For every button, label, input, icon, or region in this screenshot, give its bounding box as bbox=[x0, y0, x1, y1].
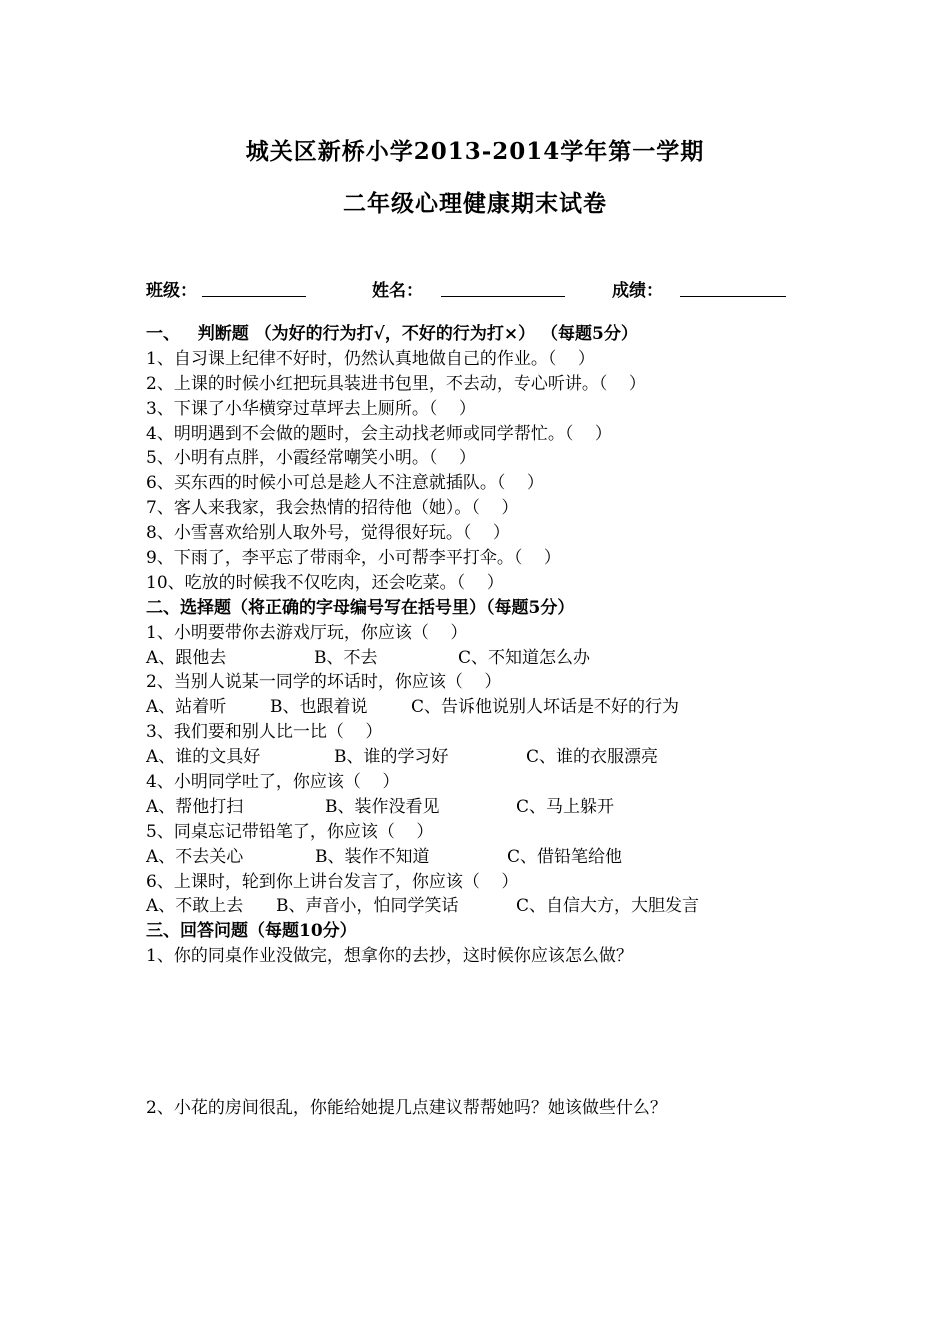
judge-item: 7、客人来我家，我会热情的招待他（她）。（ ） bbox=[146, 498, 519, 519]
name-label: 姓名： bbox=[372, 281, 423, 301]
judge-item: 5、小明有点胖，小霞经常嘲笑小明。（ ） bbox=[146, 448, 476, 469]
answer-question: 1、你的同桌作业没做完，想拿你的去抄，这时候你应该怎么做？ bbox=[146, 946, 633, 967]
section1-heading: 一、 判断题 （为好的行为打√，不好的行为打×） （每题5分） bbox=[146, 324, 638, 344]
student-info-row bbox=[146, 276, 806, 302]
judge-item: 1、自习课上纪律不好时，仍然认真地做自己的作业。（ ） bbox=[146, 348, 595, 369]
choice-options bbox=[146, 795, 866, 820]
option-c: C、借铅笔给他 bbox=[507, 846, 623, 867]
judge-item: 3、下课了小华横穿过草坪去上厕所。（ ） bbox=[146, 398, 476, 419]
judge-item: 4、明明遇到不会做的题时，会主动找老师或同学帮忙。（ ） bbox=[146, 423, 612, 444]
option-a: A、谁的文具好 bbox=[146, 747, 261, 768]
judge-item: 10、吃放的时候我不仅吃肉，还会吃菜。（ ） bbox=[146, 572, 504, 593]
answer-question: 2、小花的房间很乱，你能给她提几点建议帮帮她吗？她该做些什么？ bbox=[146, 1098, 667, 1119]
judge-item: 6、买东西的时候小可总是趁人不注意就插队。（ ） bbox=[146, 473, 544, 494]
choice-question: 5、同桌忘记带铅笔了，你应该（ ） bbox=[146, 821, 434, 842]
choice-options bbox=[146, 745, 866, 770]
option-a: A、不去关心 bbox=[146, 846, 244, 867]
option-c: C、告诉他说别人坏话是不好的行为 bbox=[411, 697, 680, 718]
judge-item: 2、上课的时候小红把玩具装进书包里，不去动，专心听讲。（ ） bbox=[146, 373, 646, 394]
option-b: B、装作没看见 bbox=[325, 796, 440, 817]
option-a: A、不敢上去 bbox=[146, 896, 244, 917]
exam-title: 城关区新桥小学2013-2014学年第一学期 bbox=[245, 138, 705, 165]
choice-question: 3、我们要和别人比一比（ ） bbox=[146, 722, 383, 743]
score-label: 成绩： bbox=[612, 281, 663, 301]
choice-question: 6、上课时，轮到你上讲台发言了，你应该（ ） bbox=[146, 871, 519, 892]
option-b: B、装作不知道 bbox=[315, 846, 430, 867]
choice-question: 1、小明要带你去游戏厅玩，你应该（ ） bbox=[146, 622, 468, 643]
class-label: 班级： bbox=[146, 281, 197, 301]
option-b: B、也跟着说 bbox=[270, 697, 368, 718]
score-blank[interactable] bbox=[680, 296, 786, 297]
exam-content bbox=[146, 322, 866, 1121]
choice-question: 2、当别人说某一同学的坏话时，你应该（ ） bbox=[146, 672, 502, 693]
option-a: A、跟他去 bbox=[146, 647, 227, 668]
option-a: A、站着听 bbox=[146, 697, 227, 718]
judge-item: 9、下雨了，李平忘了带雨伞，小可帮李平打伞。（ ） bbox=[146, 548, 561, 569]
choice-options bbox=[146, 695, 866, 720]
choice-question: 4、小明同学吐了，你应该（ ） bbox=[146, 772, 400, 793]
name-blank[interactable] bbox=[441, 296, 565, 297]
answer-space[interactable] bbox=[146, 969, 866, 1096]
choice-options bbox=[146, 894, 866, 919]
option-b: B、谁的学习好 bbox=[334, 747, 449, 768]
section2-heading: 二、选择题（将正确的字母编号写在括号里）（每题5分） bbox=[146, 597, 575, 618]
option-b: B、不去 bbox=[314, 647, 378, 668]
option-c: C、自信大方，大胆发言 bbox=[516, 896, 700, 917]
option-c: C、不知道怎么办 bbox=[458, 647, 591, 668]
class-blank[interactable] bbox=[202, 296, 306, 297]
option-b: B、声音小，怕同学笑话 bbox=[276, 896, 459, 917]
section3-heading: 三、回答问题（每题10分） bbox=[146, 921, 357, 942]
choice-options bbox=[146, 646, 866, 671]
option-a: A、帮他打扫 bbox=[146, 796, 244, 817]
choice-options bbox=[146, 845, 866, 870]
option-c: C、谁的衣服漂亮 bbox=[526, 747, 659, 768]
option-c: C、马上躲开 bbox=[516, 796, 615, 817]
exam-subtitle: 二年级心理健康期末试卷 bbox=[343, 190, 607, 217]
judge-item: 8、小雪喜欢给别人取外号，觉得很好玩。（ ） bbox=[146, 523, 510, 544]
